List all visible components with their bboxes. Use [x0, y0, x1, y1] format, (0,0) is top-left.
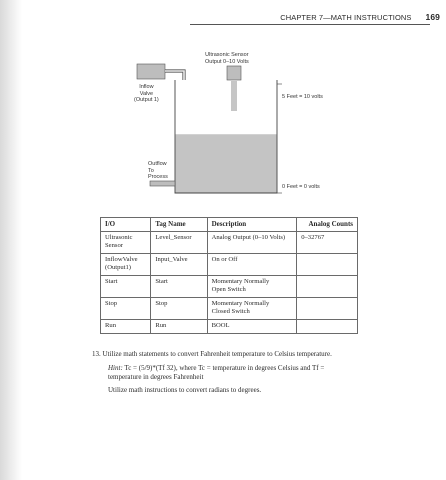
exercise-hint	[108, 364, 394, 382]
page-number: 169	[425, 12, 440, 22]
cell-description: Momentary Normally Open Switch	[207, 276, 297, 298]
sensor-label-line2: Output 0–10 Volts	[205, 58, 249, 65]
outflow-label-line3: Process	[148, 174, 168, 180]
sensor-label-line1: Ultrasonic Sensor	[205, 52, 249, 58]
col-header-analog-counts: Analog Counts	[297, 218, 358, 232]
table-row	[101, 298, 358, 320]
inflow-valve-label	[134, 84, 159, 104]
cell-io: Run	[101, 320, 151, 334]
col-header-tag-name: Tag Name	[151, 218, 207, 232]
exercise-followup: Utilize math instructions to convert radians to degrees.	[108, 386, 262, 394]
table-row	[101, 276, 358, 298]
cell-tag: Level_Sensor	[151, 232, 207, 254]
col-header-io: I/O	[101, 218, 151, 232]
cell-io: Stop	[101, 298, 151, 320]
exercise-text: Utilize math statements to convert Fahrenheit temperature to Celsius temperature.	[102, 350, 332, 358]
io-table	[100, 217, 358, 334]
cell-io: InflowValve (Output1)	[101, 254, 151, 276]
col-header-description: Description	[207, 218, 297, 232]
inflow-valve	[137, 64, 165, 79]
cell-description: BOOL	[207, 320, 297, 334]
outflow-pipe	[150, 181, 175, 186]
inflow-pipe	[165, 71, 184, 80]
cell-analog	[297, 320, 358, 334]
cell-analog	[297, 276, 358, 298]
tank-diagram	[0, 0, 446, 210]
exercise-number: 13.	[92, 350, 101, 358]
inflow-label-line3: (Output 1)	[134, 97, 159, 103]
level-high-label: 5 Feet = 10 volts	[282, 94, 323, 100]
cell-analog: 0–32767	[297, 232, 358, 254]
cell-tag: Stop	[151, 298, 207, 320]
outflow-label-line1: Outflow	[148, 161, 167, 167]
outflow-label-line2: To	[148, 167, 154, 174]
cell-description: Analog Output (0–10 Volts)	[207, 232, 297, 254]
hint-label: Hint:	[108, 364, 123, 372]
cell-tag: Run	[151, 320, 207, 334]
inflow-label-line2: Valve	[139, 90, 154, 97]
chapter-title: CHAPTER 7—MATH INSTRUCTIONS	[280, 13, 412, 22]
tank-liquid	[176, 134, 277, 192]
hint-line1: Tc = (5/9)*(Tf 32), where Tc = temperature in degrees Celsius and Tf =	[124, 364, 325, 372]
cell-description: On or Off	[207, 254, 297, 276]
cell-tag: Start	[151, 276, 207, 298]
cell-io: Ultrasonic Sensor	[101, 232, 151, 254]
exercise-13	[92, 350, 392, 360]
inflow-label-line1: Inflow	[139, 84, 154, 90]
table-row	[101, 254, 358, 276]
ultrasonic-sensor	[227, 66, 241, 80]
cell-analog	[297, 254, 358, 276]
sensor-waves	[231, 82, 237, 110]
outflow-label	[148, 161, 168, 181]
hint-line2: temperature in degrees Fahrenheit	[108, 373, 204, 382]
table-row	[101, 232, 358, 254]
tank-diagram-svg	[0, 0, 446, 210]
cell-io: Start	[101, 276, 151, 298]
cell-tag: Input_Valve	[151, 254, 207, 276]
sensor-label	[205, 52, 249, 65]
table-row	[101, 320, 358, 334]
io-table-header-row	[101, 218, 358, 232]
cell-analog	[297, 298, 358, 320]
cell-description: Momentary Normally Closed Switch	[207, 298, 297, 320]
level-low-label: 0 Feet = 0 volts	[282, 184, 320, 190]
